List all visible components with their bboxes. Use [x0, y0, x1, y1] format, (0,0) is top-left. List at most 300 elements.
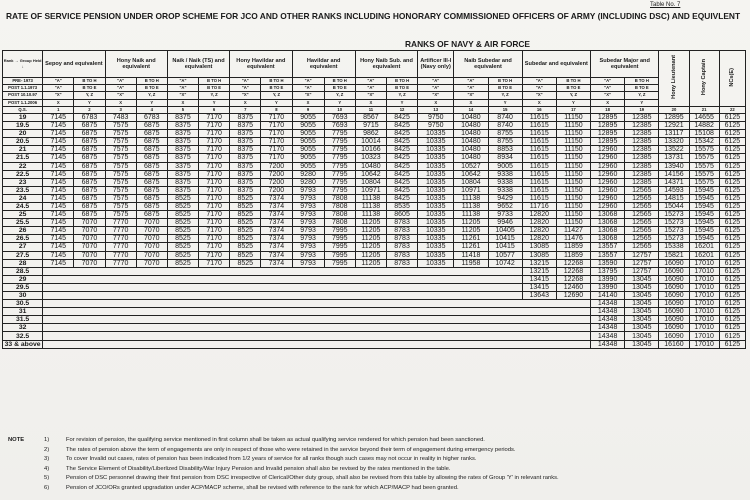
pension-value: 7170	[199, 186, 230, 194]
pension-value: 10335	[418, 154, 454, 162]
pension-value: 10480	[454, 130, 488, 138]
pension-value: 7170	[199, 194, 230, 202]
pension-value: 10480	[454, 122, 488, 130]
pension-value: 7145	[43, 154, 74, 162]
pension-value: 11150	[556, 162, 590, 170]
pension-value: 11138	[454, 211, 488, 219]
document-title: RATE OF SERVICE PENSION UNDER OROP SCHEME FOR JCO AND OTHER RANKS INCLUDING HONORARY COMMISSIONED OFFICERS OF ARMY (INCLUDING DSC) AND EQUIVLENT	[6, 11, 741, 21]
pension-value: 7575	[105, 178, 136, 186]
pension-value: 7170	[199, 251, 230, 259]
pension-value: 11615	[522, 130, 556, 138]
pension-value: 10335	[418, 227, 454, 235]
pension-value: 8375	[230, 154, 261, 162]
group-held-row	[3, 78, 746, 85]
pension-value: 10405	[488, 227, 522, 235]
pension-value: 7795	[324, 154, 355, 162]
group-held-cell: B TO E	[556, 85, 590, 92]
pension-value: 13068	[591, 219, 625, 227]
pension-value: 7145	[43, 227, 74, 235]
pension-value: 7374	[261, 235, 292, 243]
pension-value: 9055	[292, 146, 324, 154]
pension-value: 7145	[43, 178, 74, 186]
qualifying-service: 19	[3, 113, 43, 121]
group-held-cell: "X"	[230, 92, 261, 99]
pension-value: 13045	[625, 316, 659, 324]
pension-value: 8425	[386, 113, 417, 121]
pension-value: 15273	[659, 227, 689, 235]
pension-value: 9005	[488, 162, 522, 170]
pension-value: 11205	[355, 259, 386, 267]
pension-value: 13320	[659, 138, 689, 146]
pension-value: 13522	[659, 146, 689, 154]
group-held-cell: B TO E	[74, 85, 105, 92]
qualifying-service: 24.5	[3, 202, 43, 210]
pension-value: 16090	[659, 300, 689, 308]
group-held-cell: Y, Z	[199, 92, 230, 99]
pension-value: 16090	[659, 308, 689, 316]
pension-value: 7575	[105, 146, 136, 154]
blank-span	[43, 283, 522, 291]
pension-value: 17010	[689, 275, 719, 283]
pension-value: 9055	[292, 113, 324, 121]
note-number: 4)	[44, 465, 50, 472]
column-number-row	[3, 106, 746, 113]
table-row	[3, 186, 746, 194]
column-number: 5	[167, 106, 198, 113]
pension-value: 17010	[689, 332, 719, 340]
table-row	[3, 267, 746, 275]
pension-value: 15575	[689, 170, 719, 178]
pension-value: 8755	[488, 138, 522, 146]
rank-group-header: Artificer III-I (Navy only)	[418, 51, 454, 78]
pension-value: 6875	[74, 194, 105, 202]
rank-group-header: Havildar and equivalent	[292, 51, 355, 78]
pension-value: 8375	[230, 122, 261, 130]
pension-value: 7070	[136, 235, 167, 243]
group-held-cell: "A"	[292, 78, 324, 85]
group-held-cell: B TO H	[74, 78, 105, 85]
pension-value: 14882	[689, 122, 719, 130]
pension-value: 10335	[418, 186, 454, 194]
note-item	[8, 446, 744, 456]
column-number: 21	[689, 106, 719, 113]
pension-value: 11261	[454, 243, 488, 251]
pension-value: 6125	[719, 202, 745, 210]
pension-value: 10335	[418, 178, 454, 186]
pension-value: 8375	[230, 113, 261, 121]
group-held-cell: X	[105, 99, 136, 106]
pension-value: 7070	[136, 243, 167, 251]
pension-value: 9793	[292, 251, 324, 259]
pension-value: 11205	[355, 251, 386, 259]
pension-value: 7770	[105, 251, 136, 259]
pension-value: 6125	[719, 113, 745, 121]
pension-value: 8525	[167, 243, 198, 251]
pension-value: 8375	[167, 138, 198, 146]
pension-value: 7170	[261, 113, 292, 121]
pension-value: 7770	[105, 227, 136, 235]
pension-value: 7995	[324, 227, 355, 235]
rank-group-header	[659, 51, 689, 107]
pension-value: 6125	[719, 219, 745, 227]
group-held-row	[3, 92, 746, 99]
group-held-cell: "A"	[167, 78, 198, 85]
table-row	[3, 130, 746, 138]
column-number: 12	[386, 106, 417, 113]
rank-group-header	[719, 51, 745, 107]
pension-value: 8605	[386, 211, 417, 219]
table-row	[3, 146, 746, 154]
pension-value: 15945	[689, 186, 719, 194]
group-held-cell: Y, Z	[324, 92, 355, 99]
pension-value: 9750	[418, 122, 454, 130]
pension-value: 8783	[386, 227, 417, 235]
pension-value: 8934	[488, 154, 522, 162]
pension-value: 9793	[292, 243, 324, 251]
group-held-cell: "X"	[522, 92, 556, 99]
qualifying-service: 32.5	[3, 332, 43, 340]
pension-value: 8525	[230, 194, 261, 202]
pension-value: 10642	[355, 170, 386, 178]
pension-value: 6125	[719, 243, 745, 251]
pension-value: 8525	[167, 211, 198, 219]
table-row	[3, 211, 746, 219]
pension-value: 8525	[230, 243, 261, 251]
pension-value: 6875	[136, 186, 167, 194]
pension-value: 7795	[324, 138, 355, 146]
group-held-cell: "X"	[591, 92, 625, 99]
pension-value: 6125	[719, 340, 745, 348]
pension-value: 9338	[488, 178, 522, 186]
group-held-cell: "A"	[105, 78, 136, 85]
group-held-label: PRE- 1973	[3, 78, 43, 85]
pension-value: 13415	[522, 283, 556, 291]
pension-value: 10335	[418, 194, 454, 202]
pension-value: 13940	[659, 162, 689, 170]
pension-value: 11859	[556, 251, 590, 259]
pension-value: 10335	[418, 130, 454, 138]
pension-value: 12895	[659, 113, 689, 121]
pension-value: 8375	[230, 178, 261, 186]
column-number: 11	[355, 106, 386, 113]
group-held-cell: X	[43, 99, 74, 106]
pension-value: 8375	[167, 130, 198, 138]
rank-header-row	[3, 51, 746, 78]
pension-value: 6875	[74, 122, 105, 130]
pension-value: 10335	[418, 202, 454, 210]
pension-value: 8375	[230, 146, 261, 154]
group-held-row	[3, 99, 746, 106]
qualifying-service: 20.5	[3, 138, 43, 146]
pension-value: 6875	[74, 202, 105, 210]
qualifying-service: 28.5	[3, 267, 43, 275]
blank-span	[43, 292, 522, 300]
pension-value: 6875	[136, 154, 167, 162]
pension-value: 17010	[689, 292, 719, 300]
pension-value: 10804	[454, 178, 488, 186]
pension-value: 14371	[659, 178, 689, 186]
group-held-cell: X	[355, 99, 386, 106]
group-held-cell: Y, Z	[136, 92, 167, 99]
pension-value: 12385	[625, 113, 659, 121]
pension-value: 7170	[199, 227, 230, 235]
pension-value: 7575	[105, 202, 136, 210]
pension-value: 11615	[522, 170, 556, 178]
pension-value: 6875	[136, 138, 167, 146]
rank-group-header: Sepoy and equivalent	[43, 51, 105, 78]
pension-value: 11150	[556, 186, 590, 194]
pension-value: 10335	[418, 211, 454, 219]
pension-value: 6125	[719, 300, 745, 308]
pension-value: 9055	[292, 138, 324, 146]
pension-value: 7795	[324, 162, 355, 170]
pension-value: 10527	[454, 162, 488, 170]
pension-value: 12565	[625, 211, 659, 219]
pension-value: 12757	[625, 259, 659, 267]
pension-value: 7795	[324, 186, 355, 194]
pension-value: 8783	[386, 259, 417, 267]
pension-value: 6875	[74, 146, 105, 154]
group-held-cell: "X"	[292, 92, 324, 99]
qualifying-service: 29	[3, 275, 43, 283]
pension-value: 9793	[292, 259, 324, 267]
group-held-cell: "A"	[43, 85, 74, 92]
group-held-cell: B TO H	[324, 78, 355, 85]
pension-value: 16090	[659, 324, 689, 332]
pension-value: 8425	[386, 186, 417, 194]
pension-value: 11615	[522, 194, 556, 202]
pension-value: 8375	[167, 170, 198, 178]
pension-value: 8375	[230, 186, 261, 194]
pension-value: 15338	[659, 243, 689, 251]
pension-value: 7483	[105, 113, 136, 121]
group-held-cell: B TO E	[261, 85, 292, 92]
pension-value: 7575	[105, 130, 136, 138]
pension-value: 16090	[659, 275, 689, 283]
pension-value: 12820	[522, 235, 556, 243]
group-held-cell: B TO H	[261, 78, 292, 85]
pension-value: 11150	[556, 138, 590, 146]
pension-value: 7070	[74, 227, 105, 235]
notes-section	[8, 436, 744, 494]
group-held-cell: X	[418, 99, 454, 106]
pension-value: 11150	[556, 146, 590, 154]
qualifying-service: 22	[3, 162, 43, 170]
pension-value: 7995	[324, 243, 355, 251]
pension-value: 13045	[625, 308, 659, 316]
pension-value: 17010	[689, 300, 719, 308]
column-number: 1	[43, 106, 74, 113]
pension-value: 6875	[74, 170, 105, 178]
group-held-cell: B TO H	[488, 78, 522, 85]
pension-value: 7200	[261, 162, 292, 170]
column-number: 6	[199, 106, 230, 113]
pension-value: 11138	[454, 202, 488, 210]
pension-value: 15821	[659, 251, 689, 259]
pension-value: 7170	[199, 170, 230, 178]
pension-value: 7070	[136, 219, 167, 227]
group-held-cell: "A"	[591, 85, 625, 92]
pension-value: 11615	[522, 162, 556, 170]
group-held-cell: Y	[199, 99, 230, 106]
pension-value: 7770	[105, 259, 136, 267]
pension-value: 9793	[292, 186, 324, 194]
note-item	[8, 484, 744, 494]
qualifying-service: 33 & above	[3, 340, 43, 348]
pension-value: 12960	[591, 146, 625, 154]
pension-value: 8525	[230, 251, 261, 259]
pension-value: 12895	[591, 130, 625, 138]
pension-value: 9055	[292, 122, 324, 130]
pension-value: 7145	[43, 138, 74, 146]
pension-value: 13045	[625, 300, 659, 308]
pension-value: 9429	[488, 194, 522, 202]
pension-value: 6125	[719, 170, 745, 178]
pension-value: 12690	[556, 292, 590, 300]
pension-value: 10335	[418, 259, 454, 267]
qs-label: Q.S.	[3, 106, 43, 113]
pension-value: 7770	[105, 235, 136, 243]
pension-value: 12385	[625, 146, 659, 154]
blank-span	[43, 324, 591, 332]
pension-value: 7374	[261, 227, 292, 235]
pension-value: 10480	[454, 138, 488, 146]
pension-value: 6875	[136, 170, 167, 178]
pension-value: 16201	[689, 243, 719, 251]
pension-value: 13557	[591, 251, 625, 259]
pension-value: 11138	[454, 194, 488, 202]
pension-value: 17010	[689, 316, 719, 324]
pension-value: 7795	[324, 170, 355, 178]
pension-value: 7170	[199, 138, 230, 146]
table-row	[3, 251, 746, 259]
group-held-cell: "X"	[105, 92, 136, 99]
pension-value: 8375	[167, 113, 198, 121]
pension-value: 12820	[522, 219, 556, 227]
column-number: 22	[719, 106, 745, 113]
pension-value: 11150	[556, 211, 590, 219]
pension-value: 7070	[74, 251, 105, 259]
pension-value: 16090	[659, 267, 689, 275]
pension-value: 13557	[591, 243, 625, 251]
pension-value: 7170	[261, 154, 292, 162]
pension-value: 15273	[659, 211, 689, 219]
pension-value: 10415	[488, 243, 522, 251]
table-row	[3, 316, 746, 324]
pension-value: 16201	[689, 251, 719, 259]
pension-value: 7575	[105, 162, 136, 170]
rank-group-header: Hony Naib Sub. and equivalent	[355, 51, 417, 78]
pension-value: 14655	[689, 113, 719, 121]
column-number: 13	[418, 106, 454, 113]
pension-value: 14156	[659, 170, 689, 178]
pension-value: 7145	[43, 251, 74, 259]
pension-value: 7170	[199, 146, 230, 154]
pension-value: 11150	[556, 130, 590, 138]
pension-value: 10323	[355, 154, 386, 162]
table-row	[3, 243, 746, 251]
pension-value: 11205	[355, 235, 386, 243]
pension-value: 12960	[591, 178, 625, 186]
pension-value: 8375	[230, 138, 261, 146]
group-held-cell: "X"	[418, 92, 454, 99]
pension-value: 15575	[689, 178, 719, 186]
group-held-cell: Y	[625, 99, 659, 106]
pension-value: 10335	[418, 170, 454, 178]
group-held-cell: "A"	[167, 85, 198, 92]
group-held-cell: B TO E	[136, 85, 167, 92]
group-held-cell: "X"	[43, 92, 74, 99]
pension-value: 7170	[199, 243, 230, 251]
pension-value: 7575	[105, 154, 136, 162]
group-held-cell: B TO E	[386, 85, 417, 92]
pension-value: 7145	[43, 170, 74, 178]
pension-value: 8783	[386, 235, 417, 243]
pension-value: 12385	[625, 178, 659, 186]
pension-value: 7170	[199, 235, 230, 243]
pension-value: 10335	[418, 146, 454, 154]
pension-value: 7374	[261, 219, 292, 227]
pension-value: 6875	[136, 122, 167, 130]
pension-value: 16090	[659, 259, 689, 267]
group-held-cell: "A"	[522, 85, 556, 92]
blank-span	[43, 275, 522, 283]
pension-value: 17010	[689, 340, 719, 348]
pension-value: 7145	[43, 243, 74, 251]
corner-label: Rank → Group Held ↓	[3, 51, 43, 78]
pension-value: 7070	[74, 235, 105, 243]
pension-value: 6125	[719, 267, 745, 275]
pension-value: 11150	[556, 178, 590, 186]
pension-value: 7145	[43, 146, 74, 154]
pension-value: 8425	[386, 138, 417, 146]
pension-value: 8783	[386, 243, 417, 251]
pension-value: 7200	[261, 186, 292, 194]
pension-value: 13215	[522, 259, 556, 267]
group-held-cell: B TO E	[199, 85, 230, 92]
note-item	[8, 474, 744, 484]
table-row	[3, 340, 746, 348]
qualifying-service: 24	[3, 194, 43, 202]
blank-span	[43, 340, 591, 348]
pension-value: 7374	[261, 243, 292, 251]
pension-value: 9715	[355, 122, 386, 130]
pension-value: 11859	[556, 243, 590, 251]
pension-value: 12895	[591, 113, 625, 121]
pension-value: 12960	[591, 202, 625, 210]
pension-value: 10480	[454, 154, 488, 162]
pension-value: 14593	[659, 186, 689, 194]
pension-value: 9280	[292, 170, 324, 178]
pension-value: 6125	[719, 324, 745, 332]
pension-value: 9793	[292, 219, 324, 227]
column-number: 16	[522, 106, 556, 113]
pension-value: 14348	[591, 340, 625, 348]
rank-group-label: NCs(E)	[729, 67, 736, 87]
table-row	[3, 227, 746, 235]
pension-value: 7808	[324, 194, 355, 202]
pension-value: 7170	[199, 259, 230, 267]
pension-value: 11615	[522, 154, 556, 162]
note-number: 6)	[44, 484, 50, 491]
group-held-cell: Y	[556, 99, 590, 106]
table-row	[3, 162, 746, 170]
pension-value: 7145	[43, 113, 74, 121]
pension-value: 17010	[689, 308, 719, 316]
pension-value: 10415	[488, 235, 522, 243]
pension-value: 16090	[659, 292, 689, 300]
pension-value: 7374	[261, 194, 292, 202]
